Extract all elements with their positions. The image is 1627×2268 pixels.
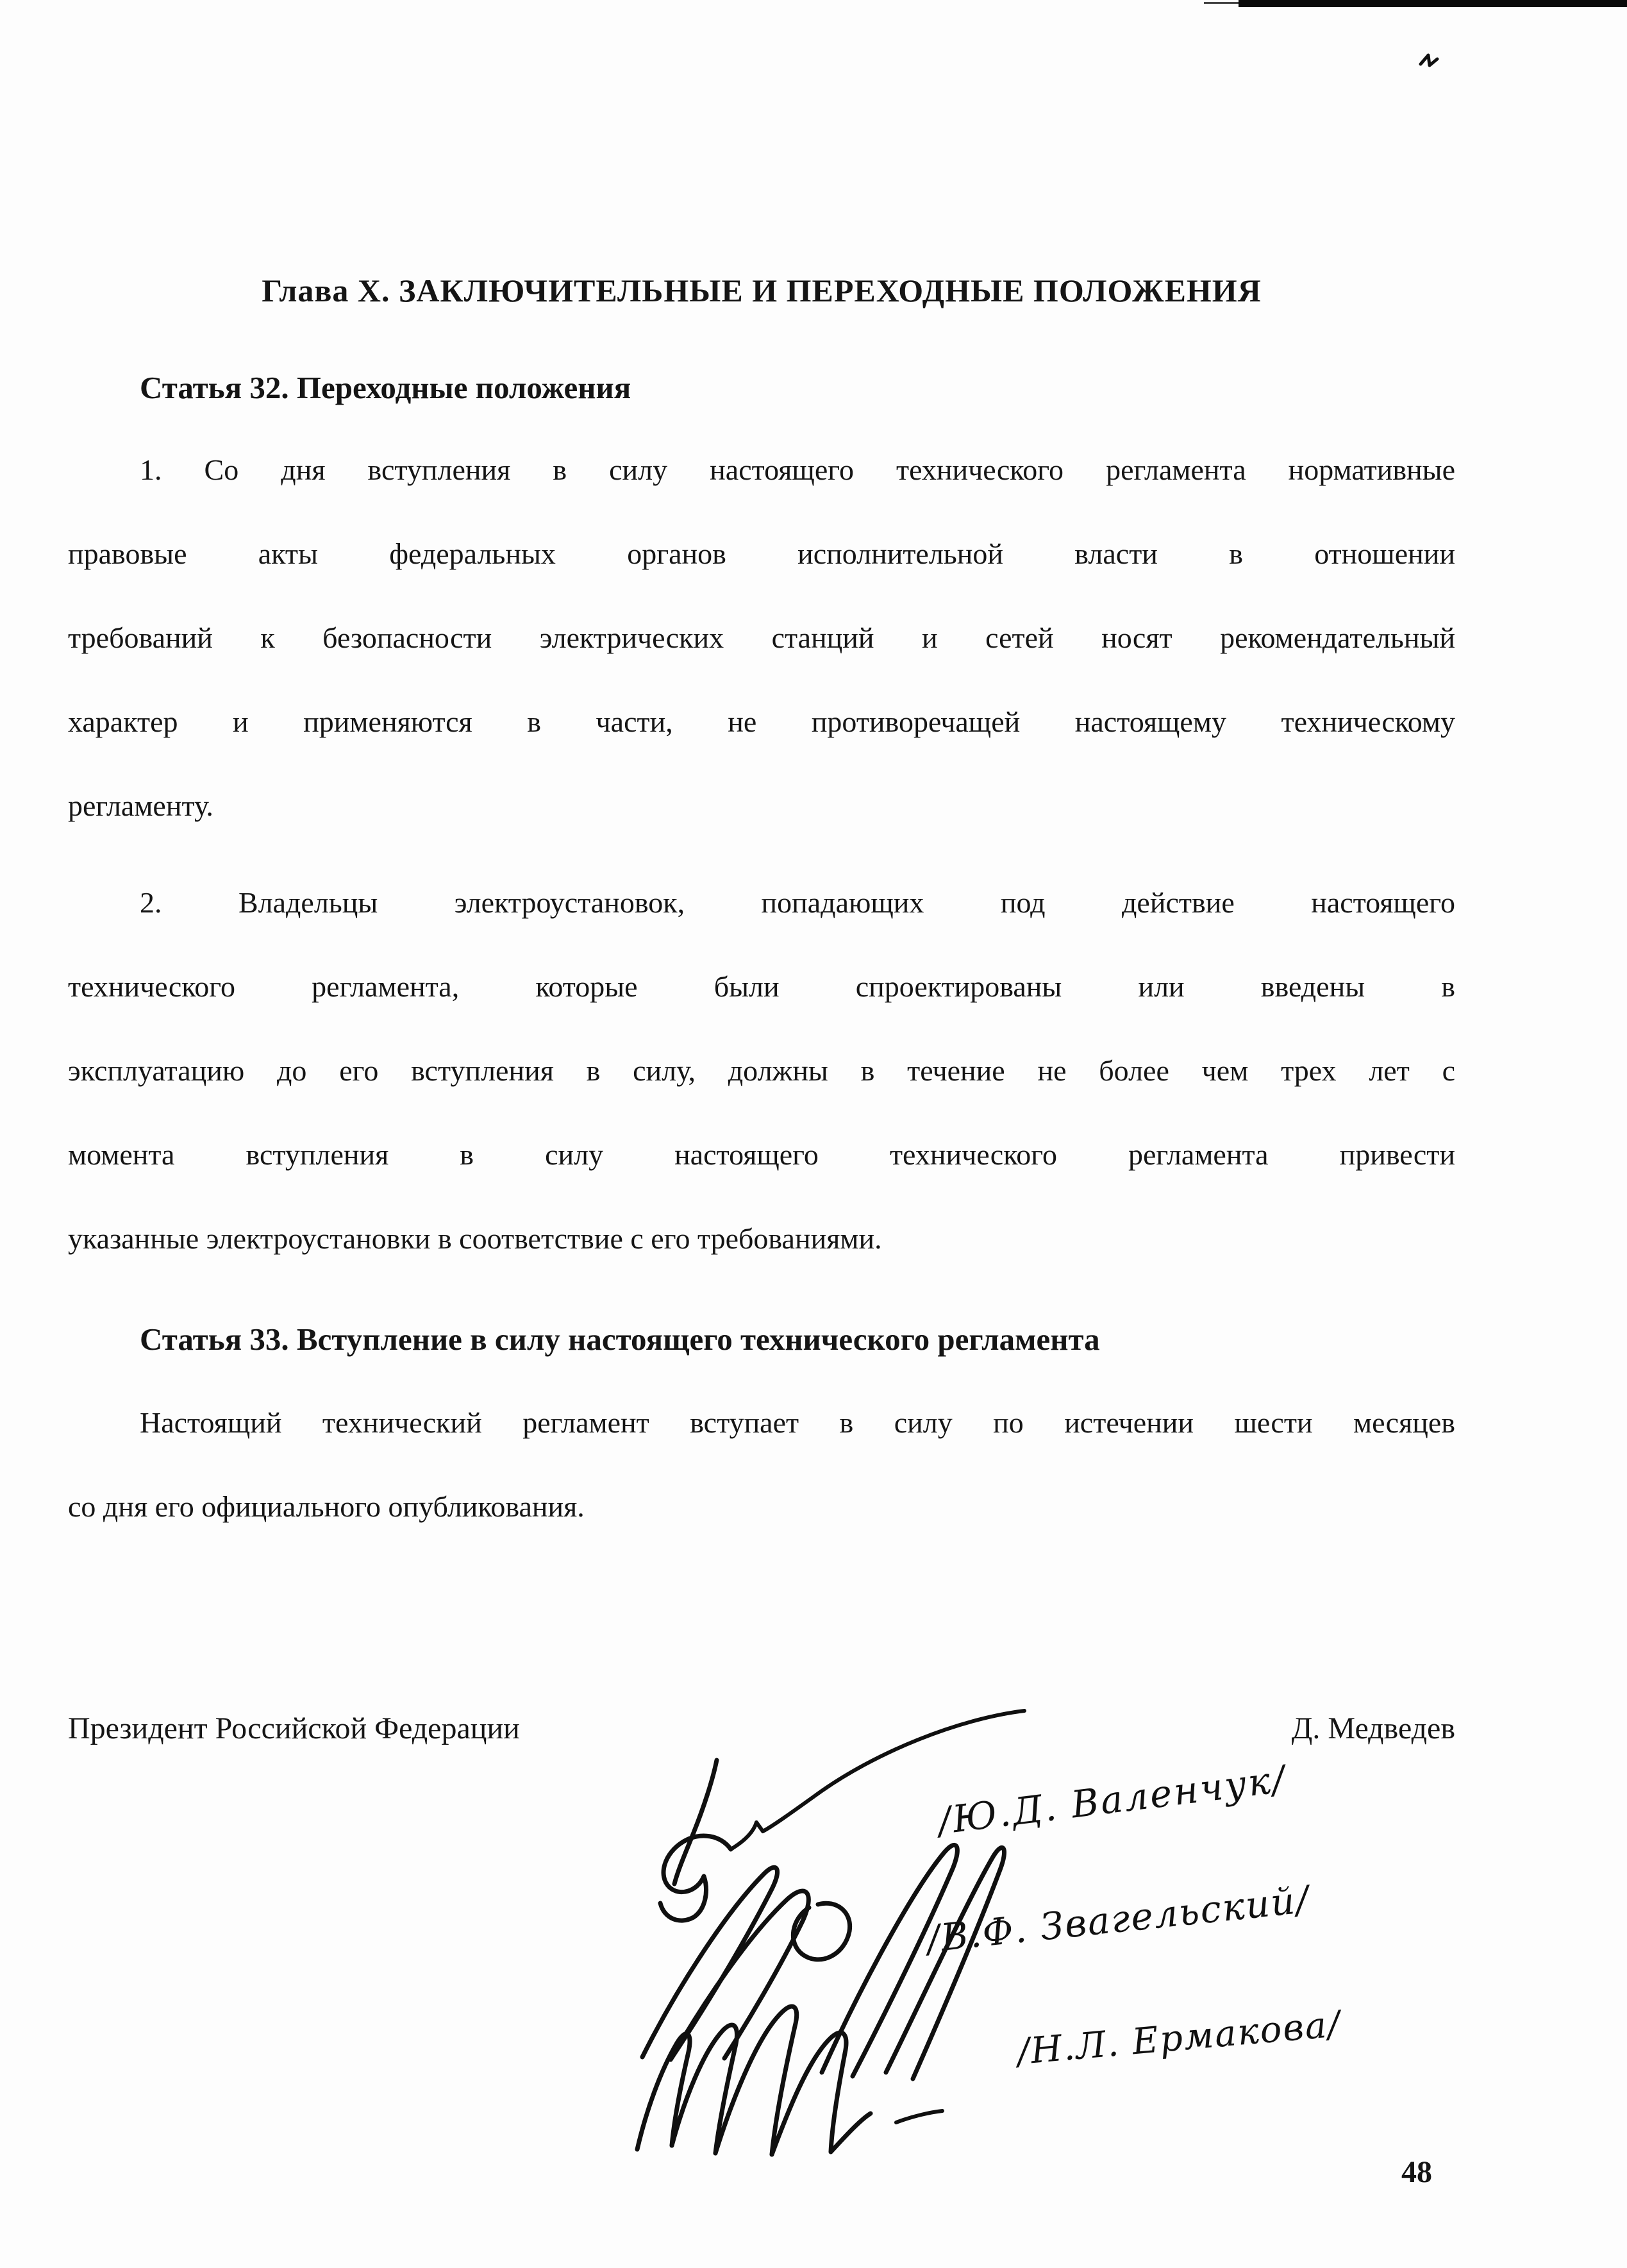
paragraph-line: правовые акты федеральных органов исполнительной власти в отношении: [68, 537, 1455, 570]
signature-scribble-3: [637, 2006, 942, 2155]
paragraph-line: регламенту.: [68, 789, 213, 822]
scan-artifact-top-bar: [1239, 0, 1627, 7]
paragraph-line: Настоящий технический регламент вступает в силу по истечении шести месяцев: [140, 1406, 1455, 1439]
handwritten-name-3: /Н.Л. Ермакова/: [1015, 2003, 1343, 2073]
paragraph-line: 2. Владельцы электроустановок, попадающих под действие настоящего: [140, 886, 1455, 919]
paragraph-line: характер и применяются в части, не противоречащей настоящему техническому: [68, 705, 1455, 738]
paragraph-line: технического регламента, которые были спроектированы или введены в: [68, 970, 1455, 1003]
chapter-heading: Глава X. ЗАКЛЮЧИТЕЛЬНЫЕ И ПЕРЕХОДНЫЕ ПОЛОЖЕНИЯ: [262, 273, 1262, 308]
handwritten-name-1: /Ю.Д. Валенчук/: [935, 1756, 1289, 1843]
article-32-heading: Статья 32. Переходные положения: [140, 370, 631, 405]
paragraph-line: 1. Со дня вступления в силу настоящего технического регламента нормативные: [140, 453, 1455, 486]
signer-name: Д. Медведев: [1291, 1711, 1455, 1745]
paragraph-line: момента вступления в силу настоящего технического регламента привести: [68, 1138, 1455, 1171]
paragraph-line: указанные электроустановки в соответствие с его требованиями.: [68, 1222, 882, 1255]
paragraph-line: со дня его официального опубликования.: [68, 1490, 585, 1523]
article-33-heading: Статья 33. Вступление в силу настоящего технического регламента: [140, 1322, 1100, 1357]
paragraph-line: эксплуатацию до его вступления в силу, должны в течение не более чем трех лет с: [68, 1054, 1455, 1087]
signature-row: [68, 1711, 1455, 1746]
signature-scribble-2: [642, 1845, 1005, 2079]
signer-title: Президент Российской Федерации: [68, 1711, 520, 1745]
handwritten-name-2: /В.Ф. Звагельский/: [924, 1877, 1312, 1961]
scan-artifact-mark: [1421, 55, 1437, 65]
paragraph-line: требований к безопасности электрических станций и сетей носят рекомендательный: [68, 621, 1455, 654]
page-number: 48: [1401, 2155, 1432, 2189]
